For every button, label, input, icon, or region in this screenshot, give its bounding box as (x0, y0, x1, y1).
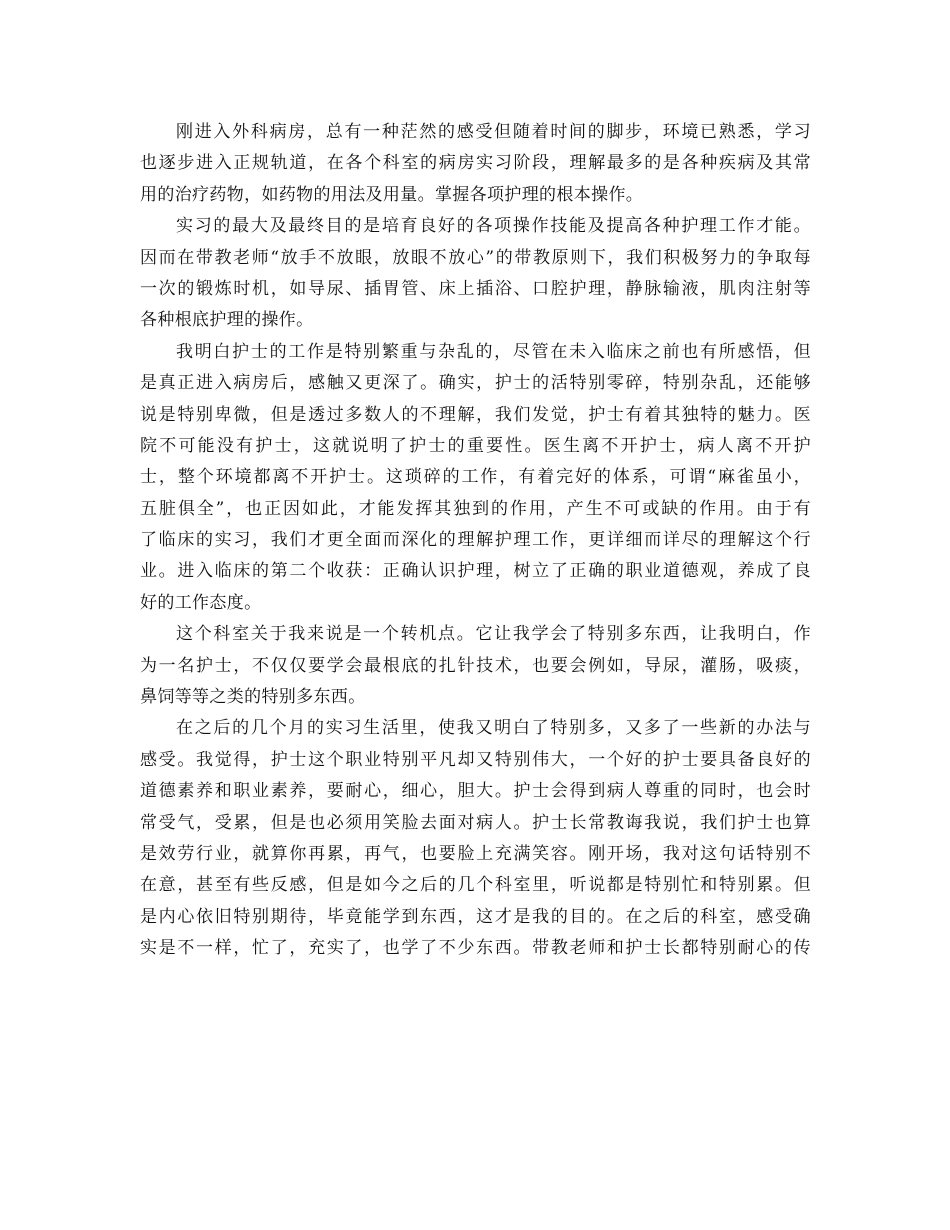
document-body (140, 117, 811, 965)
text-line: 一次的锻炼时机，如导尿、插胃管、床上插浴、口腔护理，静脉输液，肌肉注射等 (140, 278, 811, 299)
text-line: 常受气，受累，但是也必须用笑脸去面对病人。护士长常教诲我说，我们护士也算 (140, 812, 811, 833)
text-line: 为一名护士，不仅仅要学会最根底的扎针技术，也要会例如，导尿，灌肠，吸痰， (140, 655, 811, 676)
text-line: 是内心依旧特别期待，毕竟能学到东西，这才是我的目的。在之后的科室，感受确 (140, 906, 811, 927)
text-line: 说是特别卑微，但是透过多数人的不理解，我们发觉，护士有着其独特的魅力。医 (140, 404, 811, 425)
text-line: 业。进入临床的第二个收获：正确认识护理，树立了正确的职业道德观，养成了良 (140, 561, 811, 582)
text-line: 是效劳行业，就算你再累，再气，也要脸上充满笑容。刚开场，我对这句话特别不 (140, 843, 811, 864)
text-line: 五脏俱全”，也正因如此，才能发挥其独到的作用，产生不可或缺的作用。由于有 (140, 498, 811, 519)
text-line: 了临床的实习，我们才更全面而深化的理解护理工作，更详细而详尽的理解这个行 (140, 530, 811, 551)
text-line: 用的治疗药物，如药物的用法及用量。掌握各项护理的根本操作。 (140, 184, 644, 205)
text-line: 是真正进入病房后，感触又更深了。确实，护士的活特别零碎，特别杂乱，还能够 (140, 373, 811, 394)
text-line: 这个科室关于我来说是一个转机点。它让我学会了特别多东西，让我明白，作 (176, 624, 811, 645)
text-line: 感受。我觉得，护士这个职业特别平凡却又特别伟大，一个好的护士要具备良好的 (140, 749, 811, 770)
text-line: 鼻饲等等之类的特别多东西。 (140, 687, 366, 708)
text-line: 也逐步进入正规轨道，在各个科室的病房实习阶段，理解最多的是各种疾病及其常 (140, 153, 811, 174)
text-line: 刚进入外科病房，总有一种茫然的感受但随着时间的脚步，环境已熟悉，学习 (176, 122, 811, 142)
text-line: 实习的最大及最终目的是培育良好的各项操作技能及提高各种护理工作才能。 (176, 216, 811, 237)
text-line: 因而在带教老师“放手不放眼，放眼不放心”的带教原则下，我们积极努力的争取每 (140, 247, 811, 268)
text-line: 好的工作态度。 (140, 592, 262, 613)
text-line: 各种根底护理的操作。 (140, 310, 314, 331)
text-line: 道德素养和职业素养，要耐心，细心，胆大。护士会得到病人尊重的同时，也会时 (140, 781, 811, 802)
text-line: 在之后的几个月的实习生活里，使我又明白了特别多，又多了一些新的办法与 (176, 718, 811, 739)
text-line: 士，整个环境都离不开护士。这琐碎的工作，有着完好的体系，可谓“麻雀虽小， (140, 467, 811, 488)
text-line: 在意，甚至有些反感，但是如今之后的几个科室里，听说都是特别忙和特别累。但 (140, 875, 811, 896)
text-line: 我明白护士的工作是特别繁重与杂乱的，尽管在未入临床之前也有所感悟，但 (176, 341, 811, 362)
text-line: 院不可能没有护士，这就说明了护士的重要性。医生离不开护士，病人离不开护 (140, 435, 811, 456)
text-line: 实是不一样，忙了，充实了，也学了不少东西。带教老师和护士长都特别耐心的传 (140, 938, 811, 959)
